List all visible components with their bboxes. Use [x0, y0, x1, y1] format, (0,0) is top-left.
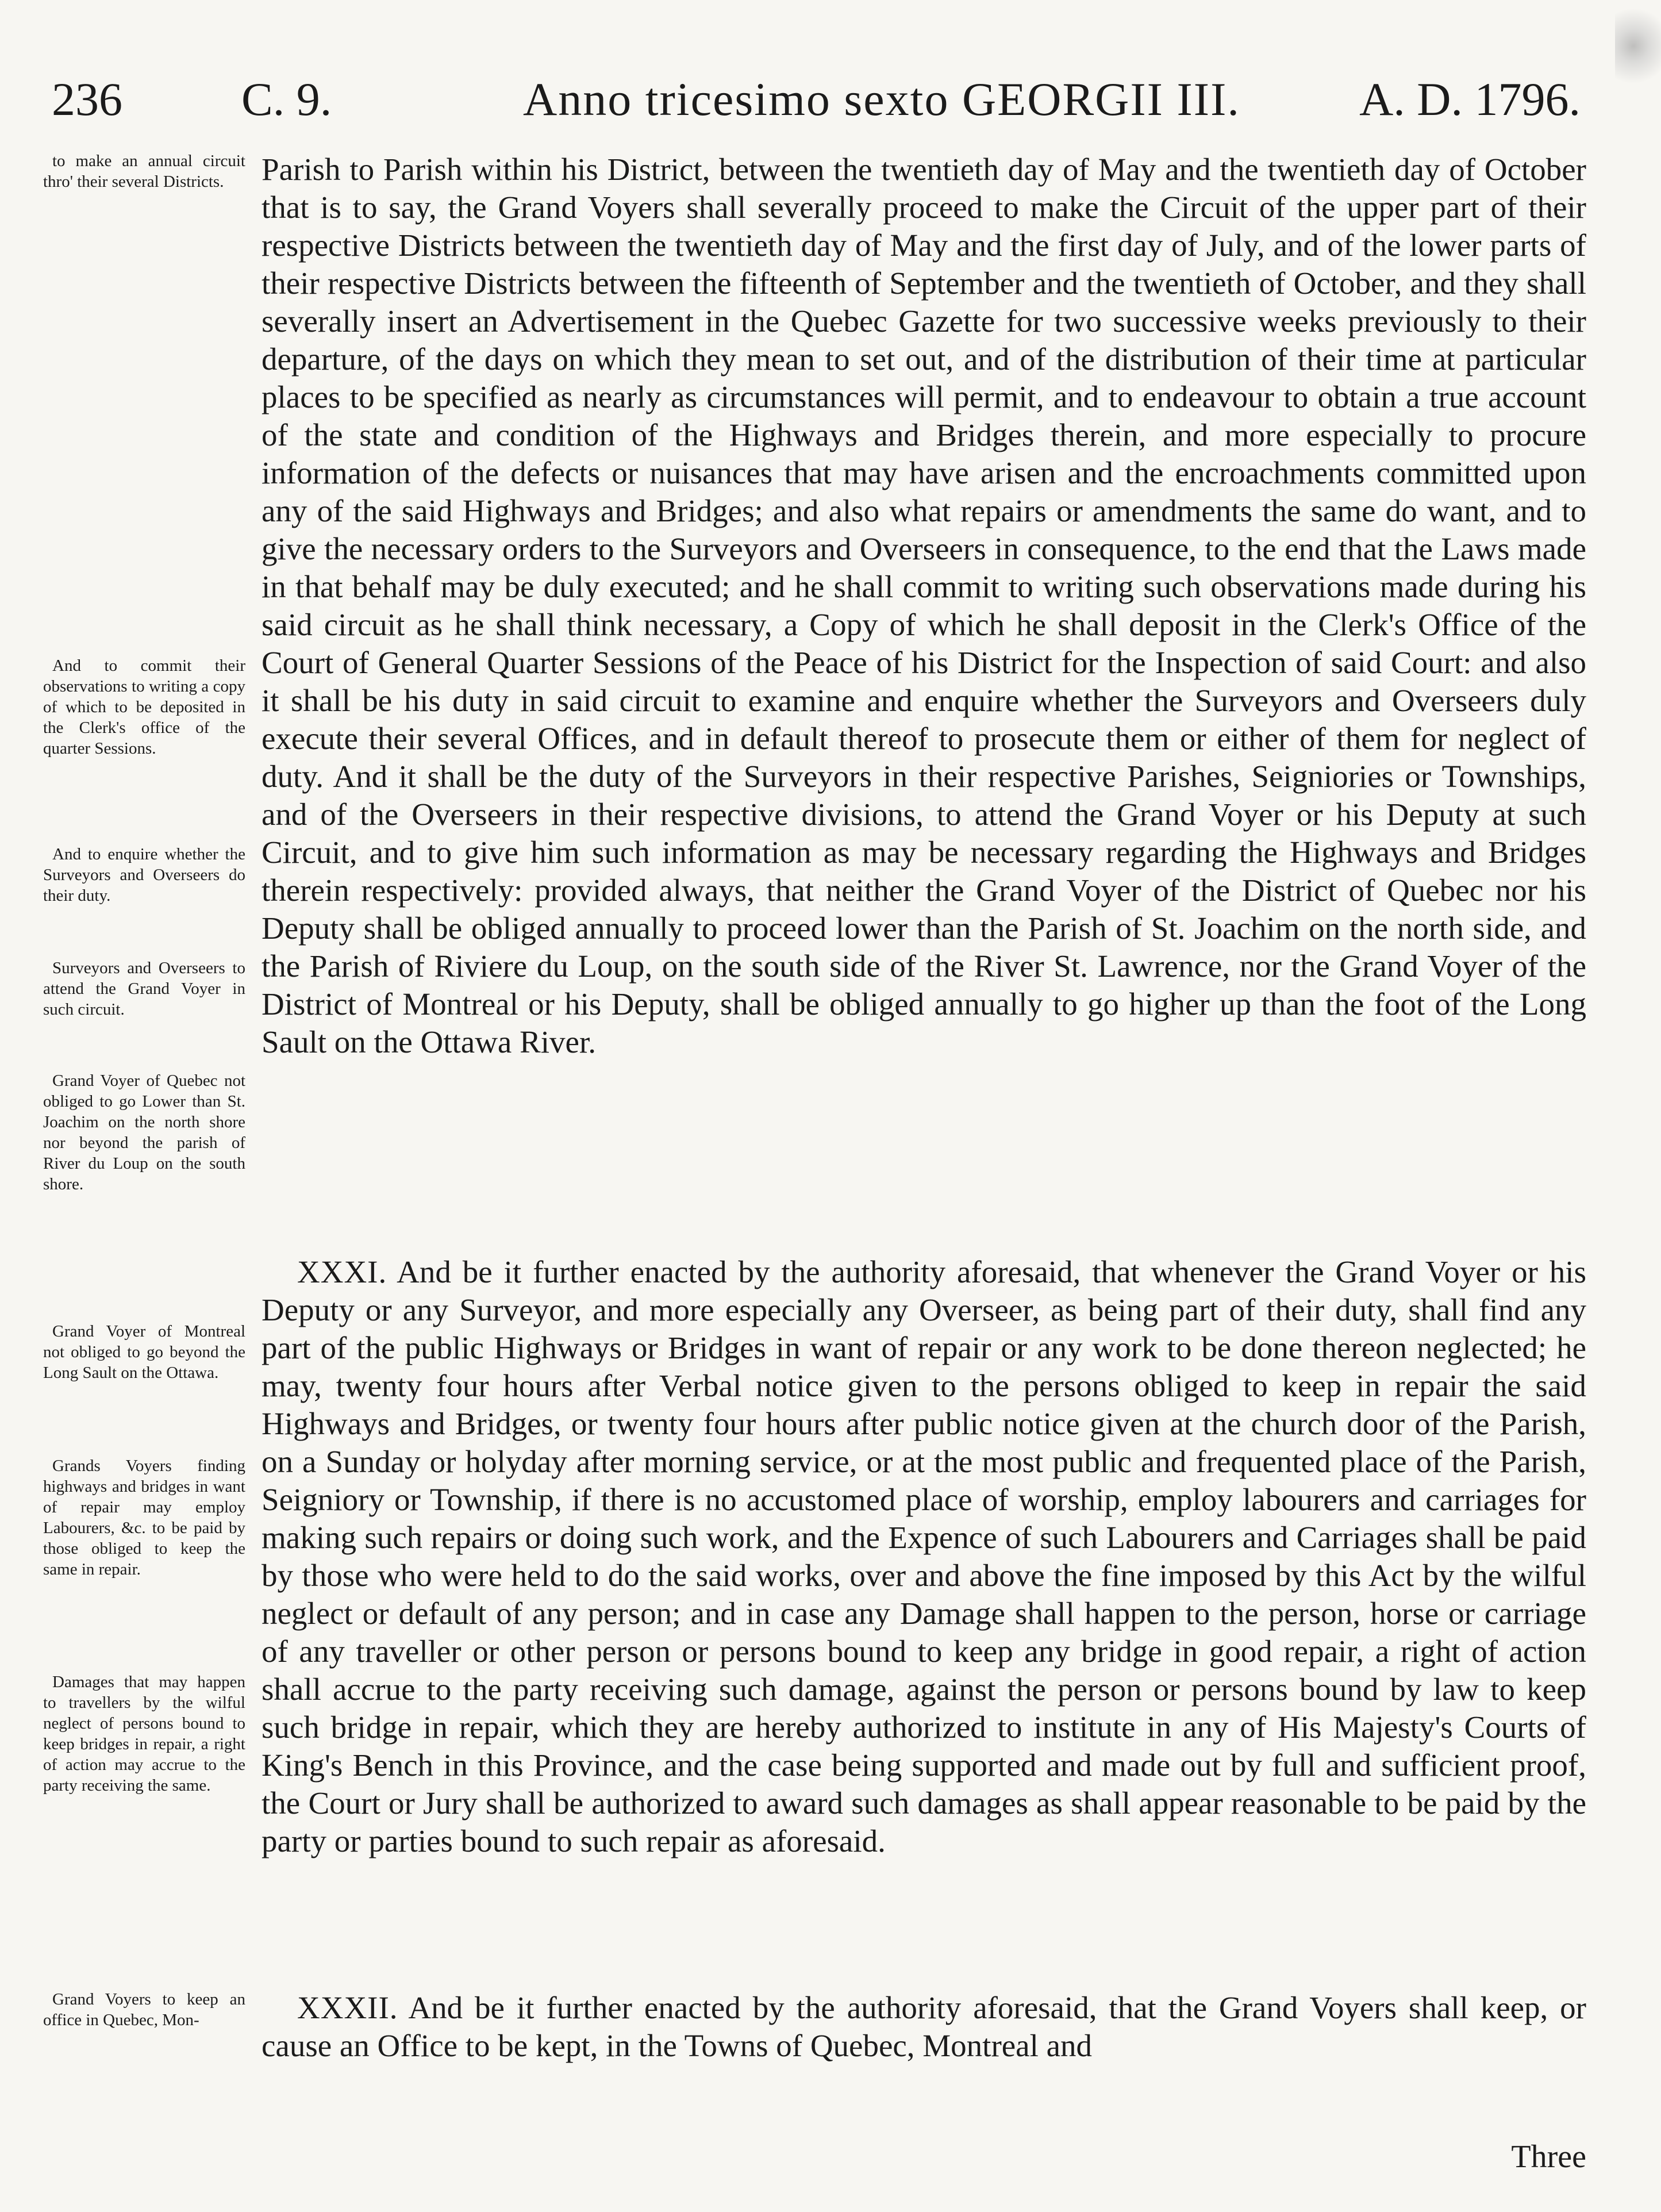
sidenote: Damages that may happen to travellers by the wilful neglect of persons bound to keep bridges in repair, a right of action may accrue to the party receiving the same.: [43, 1673, 245, 1795]
page-number: 236: [52, 73, 122, 125]
sidenote: And to commit their observations to writing a copy of which to be deposited in the Clerk's office of the quarter Sessions.: [43, 656, 245, 758]
sidenote: Grand Voyers to keep an office in Quebec, Mon-: [43, 1990, 245, 2029]
sidenote: Surveyors and Overseers to attend the Grand Voyer in such circuit.: [43, 959, 245, 1019]
section-number: XXXI.: [297, 1254, 387, 1289]
running-title: Anno tricesimo sexto GEORGII III.: [523, 73, 1240, 125]
catchword: Three: [1511, 2139, 1586, 2175]
section-32: [262, 1989, 1586, 2065]
section-text: And be it further enacted by the authority aforesaid, that whenever the Grand Voyer or his Deputy or any Surveyor, and more especially any Overseer, as being part of their duty, shall find any part of the public Highways or Bridges in want of repair or any work to be done thereon neglected; he may, twenty four hours after Verbal notice given to the persons obliged to keep in repair the said Highways and Bridges, or twenty four hours after public notice given at the church door of the Parish, on a Sunday or holyday after morning service, or at the most public and frequented place of the Parish, Seigniory or Township, if there is no accustomed place of worship, employ labourers and carriages for making such repairs or doing such work, and the Expence of such Labourers and Carriages shall be paid by those who were held to do the said works, over and above the fine imposed by this Act by the wilful neglect or default of any person; and in case any Damage shall happen to the person, horse or carriage of any traveller or other person or persons bound to keep any bridge in good repair, a right of action shall accrue to the party receiving such damage, against the person or persons bound by law to keep such bridge in repair, which they are hereby authorized to institute in any of His Majesty's Courts of King's Bench in this Province, and the case being supported and made out by full and sufficient proof, the Court or Jury shall be authorized to award such damages as shall appear reasonable to be paid by the party or parties bound to such repair as aforesaid.: [262, 1254, 1586, 1858]
year-label: A. D. 1796.: [1359, 73, 1581, 125]
section-text: And be it further enacted by the authority aforesaid, that the Grand Voyers shall keep, or cause an Office to be kept, in the Towns of Quebec, Montreal and: [262, 1990, 1586, 2063]
running-header: [52, 68, 1581, 131]
sidenote: to make an annual circuit thro' their several Districts.: [43, 152, 245, 191]
sidenote: Grands Voyers finding highways and bridges in want of repair may employ Labourers, &c. to be paid by those obliged to keep the same in repair.: [43, 1457, 245, 1579]
continued-paragraph: Parish to Parish within his District, between the twentieth day of May and the twentieth day of October that is to say, the Grand Voyers shall severally proceed to make the Circuit of the upper part of their respective Districts between the twentieth day of May and the first day of July, and of the lower parts of their respective Districts between the fifteenth of September and the twentieth of October, and they shall severally insert an Advertisement in the Quebec Gazette for two successive weeks previously to their departure, of the days on which they mean to set out, and of the distribution of their time at particular places to be specified as nearly as circumstances will permit, and to endeavour to obtain a true account of the state and condition of the Highways and Bridges therein, and more especially to procure information of the defects or nuisances that may have arisen and the encroachments committed upon any of the said Highways and Bridges; and also what repairs or amendments the same do want, and to give the necessary orders to the Surveyors and Overseers in consequence, to the end that the Laws made in that behalf may be duly executed; and he shall commit to writing such observations made during his said circuit as he shall think necessary, a Copy of which he shall deposit in the Clerk's Office of the Court of General Quarter Sessions of the Peace of his District for the Inspection of said Court: and also it shall be his duty in said circuit to examine and enquire whether the Surveyors and Overseers duly execute their several Offices, and in default thereof to prosecute them or either of them for neglect of duty. And it shall be the duty of the Surveyors in their respective Parishes, Seigniories or Townships, and of the Overseers in their respective divisions, to attend the Grand Voyer or his Deputy at such Circuit, and to give him such information as may be necessary regarding the Highways and Bridges therein respectively: provided always, that neither the Grand Voyer of the District of Quebec nor his Deputy shall be obliged annually to proceed lower than the Parish of St. Joachim on the north side, and the Parish of Riviere du Loup, on the south side of the River St. Lawrence, nor the Grand Voyer of the District of Montreal or his Deputy, shall be obliged annually to go higher up than the foot of the Long Sault on the Ottawa River.: [262, 152, 1586, 1059]
sidenote: Grand Voyer of Montreal not obliged to go beyond the Long Sault on the Ottawa.: [43, 1322, 245, 1382]
ink-blot: [1615, 0, 1661, 92]
section-31: [262, 1253, 1586, 1860]
sidenote: And to enquire whether the Surveyors and Overseers do their duty.: [43, 845, 245, 905]
section-number: XXXII.: [297, 1990, 398, 2025]
chapter-number: C. 9.: [241, 73, 332, 125]
sidenote: Grand Voyer of Quebec not obliged to go Lower than St. Joachim on the north shore nor beyond the parish of River du Loup on the south shore.: [43, 1072, 245, 1193]
